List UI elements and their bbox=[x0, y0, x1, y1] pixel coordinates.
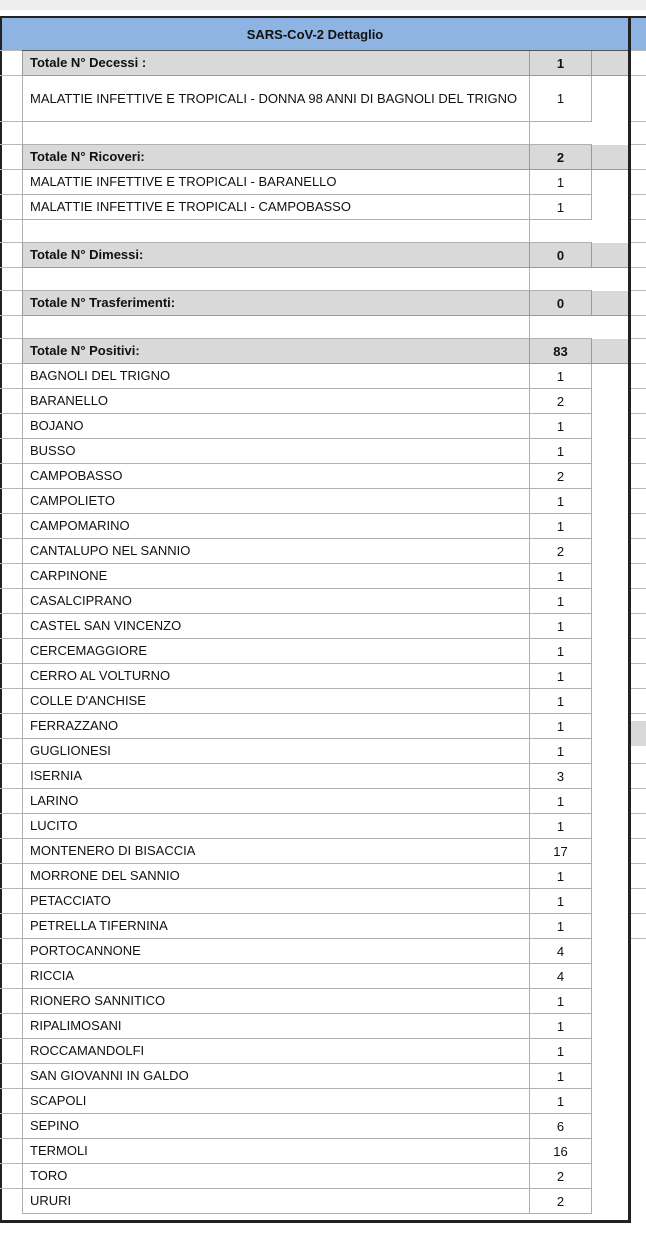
row-value: 1 bbox=[529, 614, 592, 639]
table-row-ripalimosani bbox=[22, 1014, 592, 1039]
right-gridline bbox=[631, 121, 646, 122]
row-label: SEPINO bbox=[22, 1114, 529, 1139]
left-gridline bbox=[0, 1013, 22, 1014]
total-row-2 bbox=[22, 243, 628, 268]
row-value: 2 bbox=[529, 1164, 592, 1189]
left-gridline bbox=[0, 219, 22, 220]
row-value: 4 bbox=[529, 939, 592, 964]
left-gridline bbox=[0, 121, 22, 122]
row-value: 1 bbox=[529, 639, 592, 664]
right-gridline bbox=[631, 613, 646, 614]
table-row-petrella-tifernina bbox=[22, 914, 592, 939]
row-value: 1 bbox=[529, 1039, 592, 1064]
row-value: 2 bbox=[529, 1189, 592, 1214]
right-gridline bbox=[631, 663, 646, 664]
total-value: 0 bbox=[529, 243, 592, 268]
left-gridline bbox=[0, 563, 22, 564]
right-gridline bbox=[631, 913, 646, 914]
left-gridline bbox=[0, 963, 22, 964]
row-value: 1 bbox=[529, 739, 592, 764]
total-row-extension bbox=[592, 243, 628, 268]
table-row-montenero-di-bisaccia bbox=[22, 839, 592, 864]
left-gridline bbox=[0, 938, 22, 939]
table-row-busso bbox=[22, 439, 592, 464]
table-row-morrone-del-sannio bbox=[22, 864, 592, 889]
row-value: 1 bbox=[529, 170, 592, 195]
right-gridline bbox=[631, 838, 646, 839]
row-value: 1 bbox=[529, 1089, 592, 1114]
left-gridline bbox=[0, 538, 22, 539]
right-gridline bbox=[631, 688, 646, 689]
top-strip bbox=[0, 0, 646, 10]
table-row-campobasso bbox=[22, 464, 592, 489]
spacer-divider bbox=[529, 316, 530, 338]
left-gridline bbox=[0, 788, 22, 789]
right-gridline bbox=[631, 144, 646, 145]
row-value: 1 bbox=[529, 564, 592, 589]
row-label: MALATTIE INFETTIVE E TROPICALI - BARANELLO bbox=[22, 170, 529, 195]
row-value: 6 bbox=[529, 1114, 592, 1139]
row-label: LARINO bbox=[22, 789, 529, 814]
row-value: 17 bbox=[529, 839, 592, 864]
row-value: 1 bbox=[529, 195, 592, 220]
row-value: 2 bbox=[529, 389, 592, 414]
left-gridline bbox=[0, 290, 22, 291]
right-gridline bbox=[631, 388, 646, 389]
table-row-roccamandolfi bbox=[22, 1039, 592, 1064]
right-gridline bbox=[631, 888, 646, 889]
spacer-row bbox=[22, 268, 592, 291]
total-value: 1 bbox=[529, 51, 592, 76]
row-value: 1 bbox=[529, 814, 592, 839]
row-label: BAGNOLI DEL TRIGNO bbox=[22, 364, 529, 389]
right-gridline bbox=[631, 763, 646, 764]
row-label: BUSSO bbox=[22, 439, 529, 464]
row-value: 1 bbox=[529, 689, 592, 714]
spacer-divider bbox=[529, 268, 530, 290]
row-value: 1 bbox=[529, 1064, 592, 1089]
table-row-baranello bbox=[22, 389, 592, 414]
right-gridline bbox=[631, 463, 646, 464]
row-value: 1 bbox=[529, 1014, 592, 1039]
table-row-rionero-sannitico bbox=[22, 989, 592, 1014]
table-row-portocannone bbox=[22, 939, 592, 964]
row-label: MALATTIE INFETTIVE E TROPICALI - DONNA 98 ANNI DI BAGNOLI DEL TRIGNO bbox=[22, 76, 529, 122]
row-label: BOJANO bbox=[22, 414, 529, 439]
row-value: 1 bbox=[529, 914, 592, 939]
right-gridline bbox=[631, 363, 646, 364]
left-gridline bbox=[0, 713, 22, 714]
left-gridline bbox=[0, 688, 22, 689]
right-gridline bbox=[631, 50, 646, 51]
row-value: 1 bbox=[529, 664, 592, 689]
row-label: ISERNIA bbox=[22, 764, 529, 789]
left-gridline bbox=[0, 463, 22, 464]
table-row-termoli bbox=[22, 1139, 592, 1164]
row-label: RIPALIMOSANI bbox=[22, 1014, 529, 1039]
left-gridline bbox=[0, 663, 22, 664]
row-value: 1 bbox=[529, 489, 592, 514]
table-row-ururi bbox=[22, 1189, 592, 1214]
right-gridline bbox=[631, 242, 646, 243]
right-gridline bbox=[631, 513, 646, 514]
table-row-castel-san-vincenzo bbox=[22, 614, 592, 639]
right-gridline bbox=[631, 413, 646, 414]
left-gridline bbox=[0, 1063, 22, 1064]
row-label: ROCCAMANDOLFI bbox=[22, 1039, 529, 1064]
right-gray-cell bbox=[631, 721, 646, 746]
table-row-scapoli bbox=[22, 1089, 592, 1114]
left-gridline bbox=[0, 388, 22, 389]
row-value: 3 bbox=[529, 764, 592, 789]
left-gridline bbox=[0, 588, 22, 589]
left-gridline bbox=[0, 738, 22, 739]
row-value: 2 bbox=[529, 464, 592, 489]
table-row-bagnoli-del-trigno bbox=[22, 364, 592, 389]
row-label: PETRELLA TIFERNINA bbox=[22, 914, 529, 939]
row-label: CASALCIPRANO bbox=[22, 589, 529, 614]
row-value: 1 bbox=[529, 364, 592, 389]
right-gridline bbox=[631, 267, 646, 268]
table-row-campolieto bbox=[22, 489, 592, 514]
left-gridline bbox=[0, 838, 22, 839]
table-row-ferrazzano bbox=[22, 714, 592, 739]
table-bottom-border bbox=[0, 1220, 631, 1223]
table-title-extension bbox=[631, 18, 646, 51]
left-gridline bbox=[0, 763, 22, 764]
table-row-colle-d-anchise bbox=[22, 689, 592, 714]
row-label: CERCEMAGGIORE bbox=[22, 639, 529, 664]
total-row-1 bbox=[22, 145, 628, 170]
total-value: 83 bbox=[529, 339, 592, 364]
right-gridline bbox=[631, 788, 646, 789]
table-row-malattie-infettive-e-tropicali-baranello bbox=[22, 170, 592, 195]
row-label: MONTENERO DI BISACCIA bbox=[22, 839, 529, 864]
right-gridline bbox=[631, 338, 646, 339]
right-gridline bbox=[631, 194, 646, 195]
table-row-cercemaggiore bbox=[22, 639, 592, 664]
row-label: CANTALUPO NEL SANNIO bbox=[22, 539, 529, 564]
table-row-malattie-infettive-e-tropicali-campobasso bbox=[22, 195, 592, 220]
right-gridline bbox=[631, 863, 646, 864]
right-gridline bbox=[631, 169, 646, 170]
table-row-isernia bbox=[22, 764, 592, 789]
row-value: 1 bbox=[529, 414, 592, 439]
row-label: SAN GIOVANNI IN GALDO bbox=[22, 1064, 529, 1089]
row-label: RIONERO SANNITICO bbox=[22, 989, 529, 1014]
table-row-petacciato bbox=[22, 889, 592, 914]
row-value: 1 bbox=[529, 439, 592, 464]
table-row-cerro-al-volturno bbox=[22, 664, 592, 689]
total-row-3 bbox=[22, 291, 628, 316]
left-gridline bbox=[0, 488, 22, 489]
row-value: 1 bbox=[529, 864, 592, 889]
right-gridline bbox=[631, 290, 646, 291]
left-gridline bbox=[0, 75, 22, 76]
row-label: COLLE D'ANCHISE bbox=[22, 689, 529, 714]
left-gridline bbox=[0, 1088, 22, 1089]
left-gridline bbox=[0, 267, 22, 268]
row-label: CAMPOBASSO bbox=[22, 464, 529, 489]
total-value: 2 bbox=[529, 145, 592, 170]
row-label: SCAPOLI bbox=[22, 1089, 529, 1114]
right-gridline bbox=[631, 638, 646, 639]
row-value: 1 bbox=[529, 514, 592, 539]
table-row-carpinone bbox=[22, 564, 592, 589]
total-label: Totale N° Decessi : bbox=[22, 51, 529, 76]
row-value: 1 bbox=[529, 76, 592, 122]
table-left-border bbox=[0, 16, 2, 1223]
right-gridline bbox=[631, 588, 646, 589]
table-row-bojano bbox=[22, 414, 592, 439]
row-label: CERRO AL VOLTURNO bbox=[22, 664, 529, 689]
left-gridline bbox=[0, 144, 22, 145]
total-label: Totale N° Dimessi: bbox=[22, 243, 529, 268]
left-gridline bbox=[0, 888, 22, 889]
row-label: URURI bbox=[22, 1189, 529, 1214]
table-row-malattie-infettive-e-tropicali-donna-98-anni-di-bagnoli-del-trigno bbox=[22, 76, 592, 122]
row-value: 1 bbox=[529, 589, 592, 614]
row-value: 1 bbox=[529, 889, 592, 914]
row-label: CAMPOLIETO bbox=[22, 489, 529, 514]
right-gridline bbox=[631, 488, 646, 489]
total-row-extension bbox=[592, 51, 628, 76]
left-gridline bbox=[0, 194, 22, 195]
row-label: PETACCIATO bbox=[22, 889, 529, 914]
left-gridline bbox=[0, 513, 22, 514]
left-gridline bbox=[0, 813, 22, 814]
total-row-0 bbox=[22, 51, 628, 76]
left-gridline bbox=[0, 242, 22, 243]
left-gridline bbox=[0, 1163, 22, 1164]
left-gridline bbox=[0, 638, 22, 639]
row-label: CAMPOMARINO bbox=[22, 514, 529, 539]
left-gridline bbox=[0, 363, 22, 364]
left-gridline bbox=[0, 988, 22, 989]
spacer-divider bbox=[529, 122, 530, 144]
row-value: 16 bbox=[529, 1139, 592, 1164]
table-row-toro bbox=[22, 1164, 592, 1189]
right-gridline bbox=[631, 315, 646, 316]
total-row-4 bbox=[22, 339, 628, 364]
row-label: CARPINONE bbox=[22, 564, 529, 589]
row-value: 1 bbox=[529, 714, 592, 739]
table-title: SARS-CoV-2 Dettaglio bbox=[2, 18, 628, 51]
table-right-border bbox=[628, 16, 631, 1223]
total-value: 0 bbox=[529, 291, 592, 316]
row-label: FERRAZZANO bbox=[22, 714, 529, 739]
left-gridline bbox=[0, 613, 22, 614]
table-row-guglionesi bbox=[22, 739, 592, 764]
right-gridline bbox=[631, 219, 646, 220]
total-row-extension bbox=[592, 339, 628, 364]
left-gridline bbox=[0, 438, 22, 439]
left-gridline bbox=[0, 413, 22, 414]
table-row-cantalupo-nel-sannio bbox=[22, 539, 592, 564]
row-label: CASTEL SAN VINCENZO bbox=[22, 614, 529, 639]
table-row-san-giovanni-in-galdo bbox=[22, 1064, 592, 1089]
left-gridline bbox=[0, 1188, 22, 1189]
right-gridline bbox=[631, 538, 646, 539]
right-gridline bbox=[631, 813, 646, 814]
right-gridline bbox=[631, 438, 646, 439]
table-row-sepino bbox=[22, 1114, 592, 1139]
left-gridline bbox=[0, 1113, 22, 1114]
row-label: MALATTIE INFETTIVE E TROPICALI - CAMPOBASSO bbox=[22, 195, 529, 220]
row-label: GUGLIONESI bbox=[22, 739, 529, 764]
row-value: 1 bbox=[529, 789, 592, 814]
table-row-larino bbox=[22, 789, 592, 814]
left-gridline bbox=[0, 169, 22, 170]
table-row-lucito bbox=[22, 814, 592, 839]
right-gridline bbox=[631, 563, 646, 564]
row-label: MORRONE DEL SANNIO bbox=[22, 864, 529, 889]
table-row-casalciprano bbox=[22, 589, 592, 614]
spacer-divider bbox=[529, 220, 530, 242]
row-label: BARANELLO bbox=[22, 389, 529, 414]
left-gridline bbox=[0, 50, 22, 51]
row-label: TORO bbox=[22, 1164, 529, 1189]
row-value: 2 bbox=[529, 539, 592, 564]
row-label: LUCITO bbox=[22, 814, 529, 839]
total-row-extension bbox=[592, 291, 628, 316]
spacer-row bbox=[22, 316, 592, 339]
row-label: TERMOLI bbox=[22, 1139, 529, 1164]
right-gridline bbox=[631, 713, 646, 714]
row-label: PORTOCANNONE bbox=[22, 939, 529, 964]
total-row-extension bbox=[592, 145, 628, 170]
left-gridline bbox=[0, 338, 22, 339]
total-label: Totale N° Trasferimenti: bbox=[22, 291, 529, 316]
spacer-row bbox=[22, 220, 592, 243]
left-gridline bbox=[0, 913, 22, 914]
left-gridline bbox=[0, 1038, 22, 1039]
row-value: 1 bbox=[529, 989, 592, 1014]
right-gridline bbox=[631, 75, 646, 76]
table-row-campomarino bbox=[22, 514, 592, 539]
spacer-row bbox=[22, 122, 592, 145]
right-gridline bbox=[631, 938, 646, 939]
left-gridline bbox=[0, 863, 22, 864]
table-row-riccia bbox=[22, 964, 592, 989]
total-label: Totale N° Positivi: bbox=[22, 339, 529, 364]
total-label: Totale N° Ricoveri: bbox=[22, 145, 529, 170]
row-value: 4 bbox=[529, 964, 592, 989]
row-label: RICCIA bbox=[22, 964, 529, 989]
left-gridline bbox=[0, 315, 22, 316]
left-gridline bbox=[0, 1138, 22, 1139]
